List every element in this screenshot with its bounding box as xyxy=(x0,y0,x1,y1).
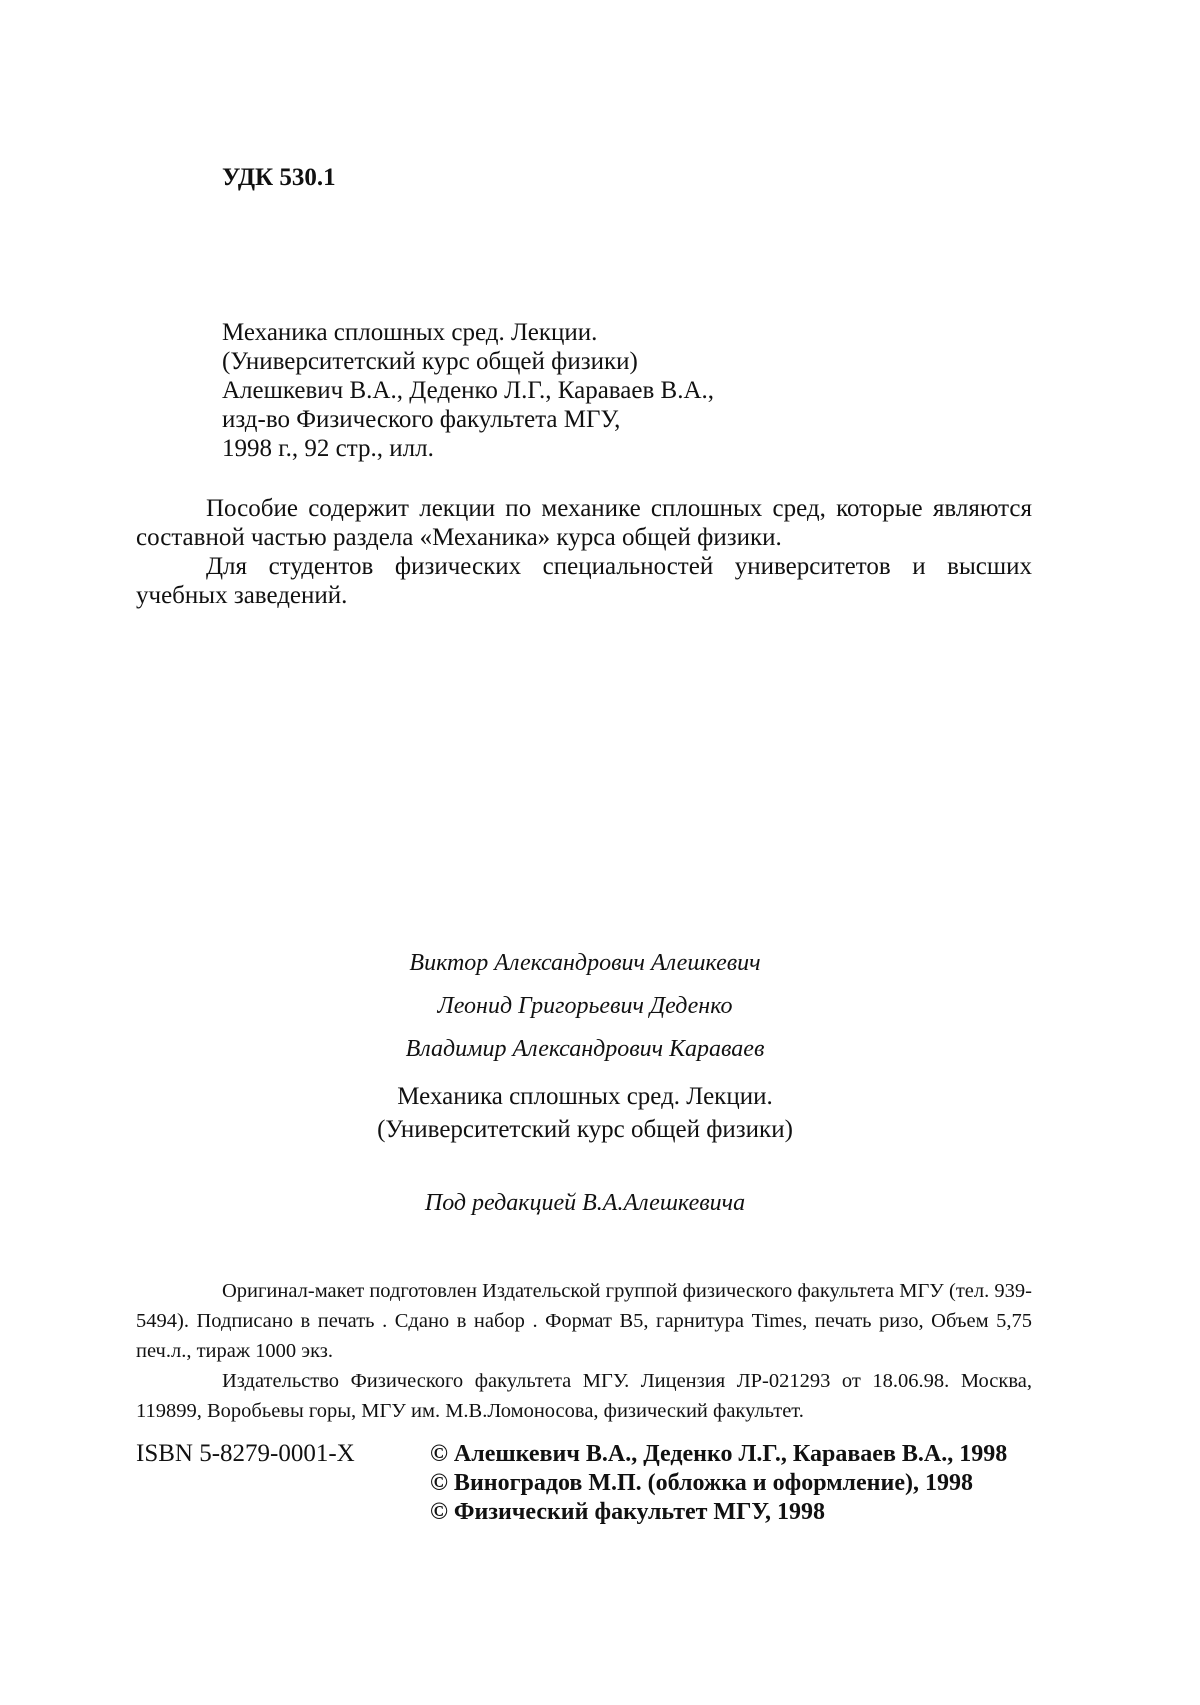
editor-credit: Под редакцией В.А.Алешкевича xyxy=(424,1190,746,1216)
book-title xyxy=(180,1080,990,1146)
author-2: Леонид Григорьевич Деденко xyxy=(437,993,733,1019)
copyright-authors: © Алешкевич В.А., Деденко Л.Г., Караваев В.А., 1998 xyxy=(430,1441,1008,1467)
author-1: Виктор Александрович Алешкевич xyxy=(409,950,761,976)
abstract-paragraph-2: Для студентов физических специальностей университетов и высших учебных заведений. xyxy=(136,553,1032,609)
biblio-publisher: изд-во Физического факультета МГУ, xyxy=(222,406,621,433)
book-title-line-1: Механика сплошных сред. Лекции. xyxy=(397,1083,773,1110)
author-3: Владимир Александрович Караваев xyxy=(405,1036,765,1062)
isbn: ISBN 5-8279-0001-X xyxy=(136,1440,355,1467)
copyright-faculty: © Физический факультет МГУ, 1998 xyxy=(430,1499,826,1525)
biblio-year-pages: 1998 г., 92 стр., илл. xyxy=(222,435,434,462)
biblio-series: (Университетский курс общей физики) xyxy=(222,348,638,375)
biblio-authors: Алешкевич В.А., Деденко Л.Г., Караваев В.А., xyxy=(222,377,715,404)
imprint xyxy=(136,1276,1032,1426)
biblio-title: Механика сплошных сред. Лекции. xyxy=(222,319,598,346)
abstract xyxy=(136,494,1032,610)
bibliographic-description xyxy=(222,318,714,463)
book-title-line-2: (Университетский курс общей физики) xyxy=(377,1116,793,1143)
copyright-cover: © Виноградов М.П. (обложка и оформление), 1998 xyxy=(430,1470,973,1496)
imprint-paragraph-1: Оригинал-макет подготовлен Издательской группой физического факультета МГУ (тел. 939-5494). Подписано в печать . Сдано в набор . Формат B5, гарнитура Times, печать ризо, Объем 5,75 печ.л., тираж 1000 экз. xyxy=(136,1280,1032,1362)
abstract-paragraph-1: Пособие содержит лекции по механике сплошных сред, которые являются составной частью раздела «Механика» курса общей физики. xyxy=(136,495,1032,551)
copyright-block xyxy=(430,1440,1007,1527)
imprint-paragraph-2: Издательство Физического факультета МГУ. Лицензия ЛР-021293 от 18.06.98. Москва, 119899, Воробьевы горы, МГУ им. М.В.Ломоносова, физический факультет. xyxy=(136,1370,1032,1422)
udk-code: УДК 530.1 xyxy=(222,164,336,191)
